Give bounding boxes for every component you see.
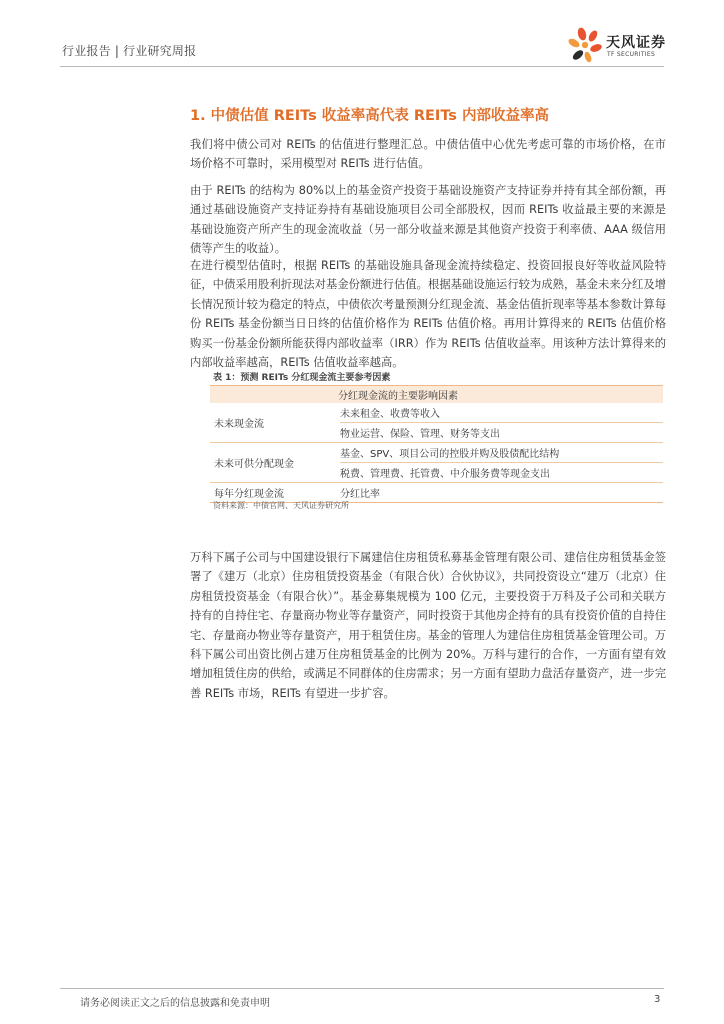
- table-source: 资料来源：中债官网、天风证券研究所: [213, 501, 349, 510]
- table-factor: 物业运营、保险、管理、财务等支出: [340, 423, 663, 443]
- paragraph-4: 万科下属子公司与中国建设银行下属建信住房租赁私募基金管理有限公司、建信住房租赁基金签署了《建万（北京）住房租赁投资基金（有限合伙）合伙协议》，共同投资设立“建万（北京）住房租赁投资基金（有限合伙）”。基金募集规模为 100 亿元，主要投资于万科及子公司和关联方持有的自持住宅、存量商办物业等存量资产，同时投资于其他房企持有的具有投资价值的自持住宅、存量商办物业等存量资产，用于租赁住房。基金的管理人为建信住房租赁基金管理公司。万科下属公司出资比例占建万住房租赁基金的比例为 20%。万科与建行的合作，一方面有望有效增加租赁住房的供给，或满足不同群体的住房需求；另一方面有望助力盘活存量资产，进一步完善 REITs 市场，REITs 有望进一步扩容。: [190, 551, 666, 700]
- header-divider: [60, 66, 664, 67]
- paragraph-2: 由于 REITs 的结构为 80%以上的基金资产投资于基础设施资产支持证券并持有其全部份额，再通过基础设施资产支持证券持有基础设施项目公司全部股权，因而 REITs 收益最主要的来源是基础设施资产所产生的现金流收益（另一部分收益来源是其他资产投资于利率债、AAA 级信用债等产生的收益）。: [190, 184, 666, 256]
- section-title: 1. 中债估值 REITs 收益率高代表 REITs 内部收益率高: [190, 108, 549, 124]
- table-header: 分红现金流的主要影响因素: [210, 386, 663, 404]
- table-factor: 分红比率: [340, 483, 663, 503]
- tf-securities-logo: [566, 26, 676, 64]
- brand-name: 天风证券: [606, 35, 666, 51]
- table-factor: 未来租金、收费等收入: [340, 403, 663, 423]
- breadcrumb: 行业报告 | 行业研究周报: [62, 44, 197, 58]
- table-group-label: 未来可供分配现金: [210, 443, 340, 483]
- flower-logo-icon: [566, 26, 606, 64]
- disclaimer: 请务必阅读正文之后的信息披露和免责申明: [80, 998, 270, 1009]
- paragraph-3: 在进行模型估值时，根据 REITs 的基础设施具备现金流持续稳定、投资回报良好等收益风险特征，中债采用股利折现法对基金份额进行估值。根据基础设施运行较为成熟，基金未来分红及增长情况预计较为稳定的特点，中债依次考量预测分红现金流、基金估值折现率等基本参数计算每份 REITs 基金份额当日日终的估值价格作为 REITs 估值价格。再用计算得来的 REITs 估值价格购买一份基金份额所能获得内部收益率（IRR）作为 REITs 估值收益率。用该种方法计算得来的内部收益率越高，REITs 估值收益率越高。: [190, 259, 666, 370]
- table-caption: 表 1：预测 REITs 分红现金流主要参考因素: [213, 373, 391, 383]
- table-factor: 税费、管理费、托管费、中介服务费等现金支出: [340, 463, 663, 483]
- brand-name-en: TF SECURITIES: [607, 51, 656, 58]
- dividend-factors-table: [210, 385, 663, 503]
- footer-divider: [60, 988, 664, 989]
- page-number: 3: [654, 994, 661, 1005]
- paragraph-1: 我们将中债公司对 REITs 的估值进行整理汇总。中债估值中心优先考虑可靠的市场价格，在市场价格不可靠时，采用模型对 REITs 进行估值。: [190, 138, 666, 171]
- table-group-label: 未来现金流: [210, 403, 340, 443]
- table-group-label: 每年分红现金流: [210, 483, 340, 503]
- table-factor: 基金、SPV、项目公司的控股并购及股债配比结构: [340, 443, 663, 463]
